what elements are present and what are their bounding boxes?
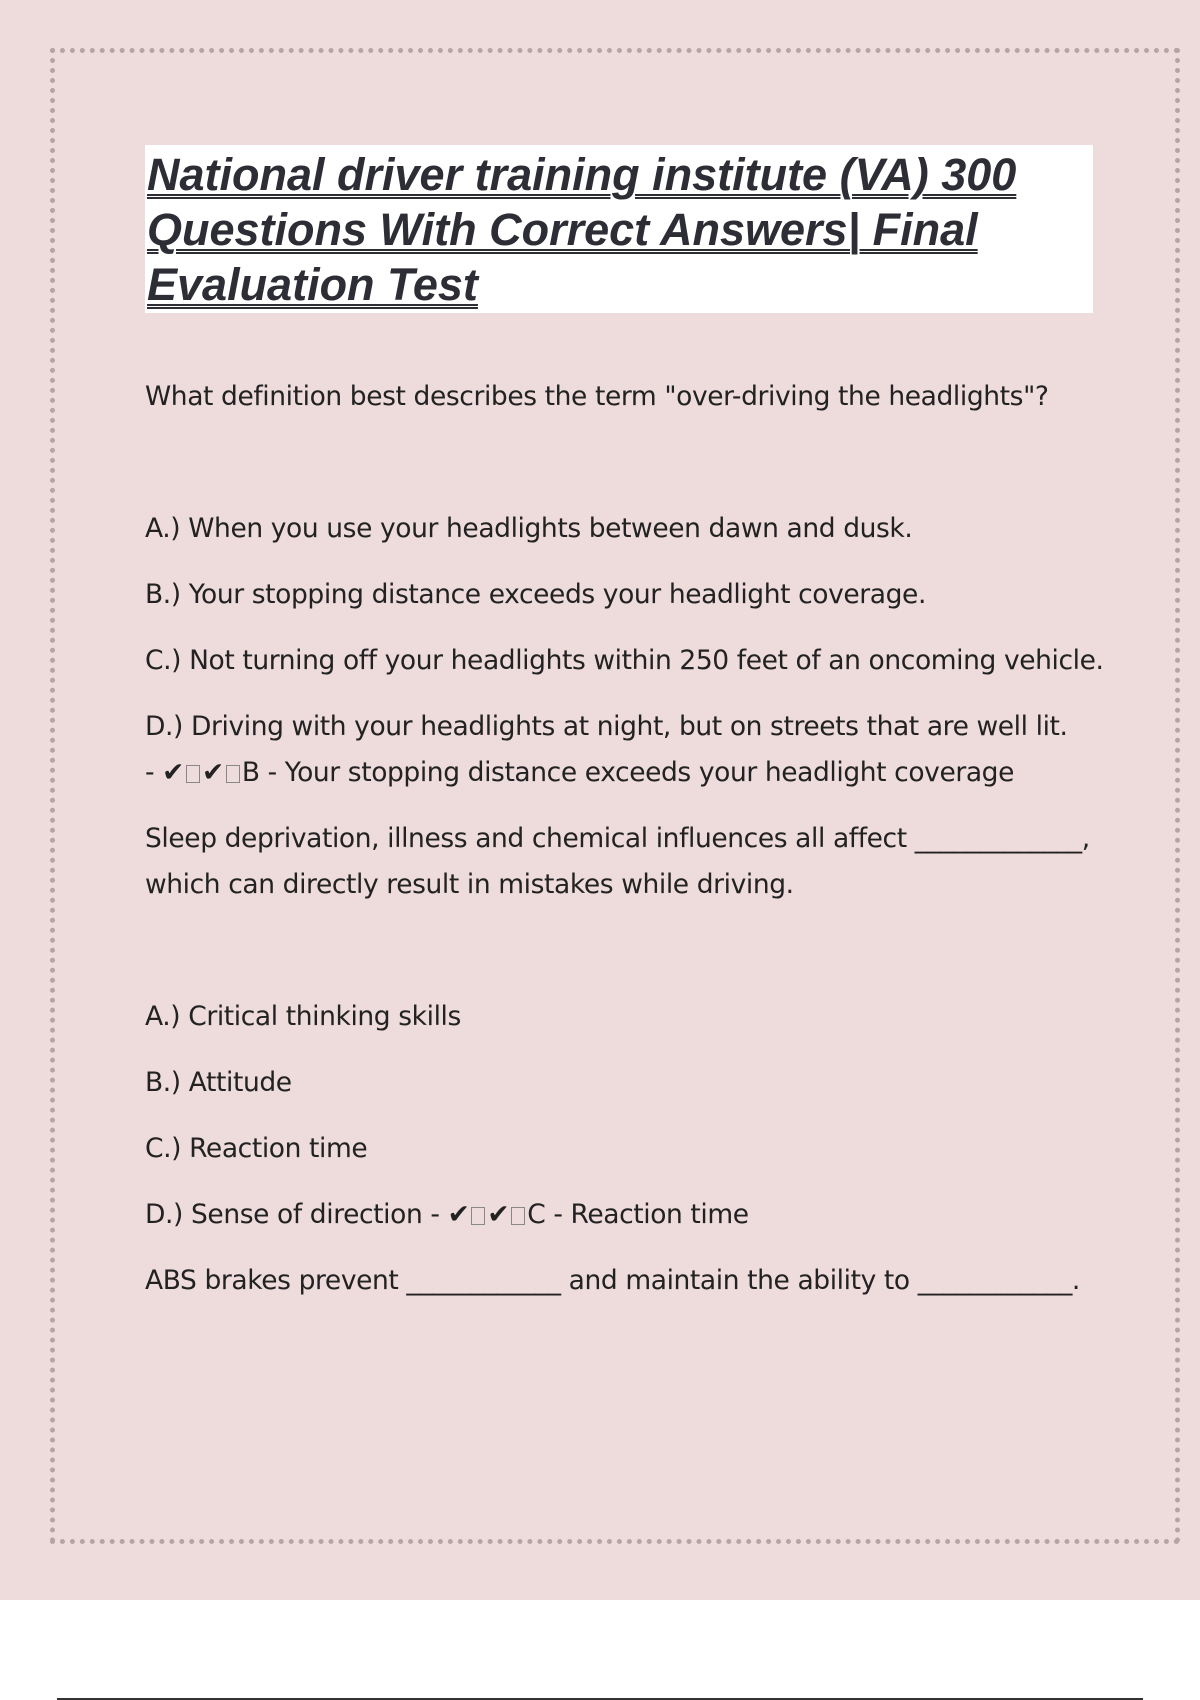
document-title: National driver training institute (VA) 300 Questions With Correct Answers| Final Evaluation Test <box>147 149 1017 310</box>
box-icon <box>471 1207 485 1225</box>
question-2-option-c: C.) Reaction time <box>145 1133 368 1164</box>
box-icon <box>511 1207 525 1225</box>
question-1-option-d: D.) Driving with your headlights at night, but on streets that are well lit. <box>145 711 1068 742</box>
question-1-option-b: B.) Your stopping distance exceeds your headlight coverage. <box>145 579 926 610</box>
question-2-answer-text: C - Reaction time <box>527 1199 749 1230</box>
question-1-answer <box>145 750 1105 796</box>
box-icon <box>186 765 200 783</box>
question-3: ABS brakes prevent ____________ and maintain the ability to ____________. <box>145 1265 1080 1296</box>
box-icon <box>226 765 240 783</box>
question-1-answer-text: B - Your stopping distance exceeds your headlight coverage <box>241 757 1015 788</box>
check-icon: - ✔ <box>145 757 184 788</box>
title-box <box>145 145 1093 313</box>
question-1-option-c: C.) Not turning off your headlights within 250 feet of an oncoming vehicle. <box>145 645 1104 676</box>
check-icon: ✔ <box>202 757 224 788</box>
check-icon: ✔ <box>487 1199 510 1230</box>
question-2-option-a: A.) Critical thinking skills <box>145 1001 461 1032</box>
question-2-option-b: B.) Attitude <box>145 1067 292 1098</box>
document-content <box>145 374 1105 1304</box>
check-icon: ✔ <box>447 1199 470 1230</box>
question-1-option-a: A.) When you use your headlights between dawn and dusk. <box>145 513 913 544</box>
question-2-option-d <box>145 1192 1105 1238</box>
question-2: Sleep deprivation, illness and chemical influences all affect _____________, which can directly result in mistakes while driving. <box>145 823 1090 900</box>
question-2-option-d-label: D.) Sense of direction - <box>145 1199 448 1230</box>
question-1: What definition best describes the term "over-driving the headlights"? <box>145 381 1049 412</box>
